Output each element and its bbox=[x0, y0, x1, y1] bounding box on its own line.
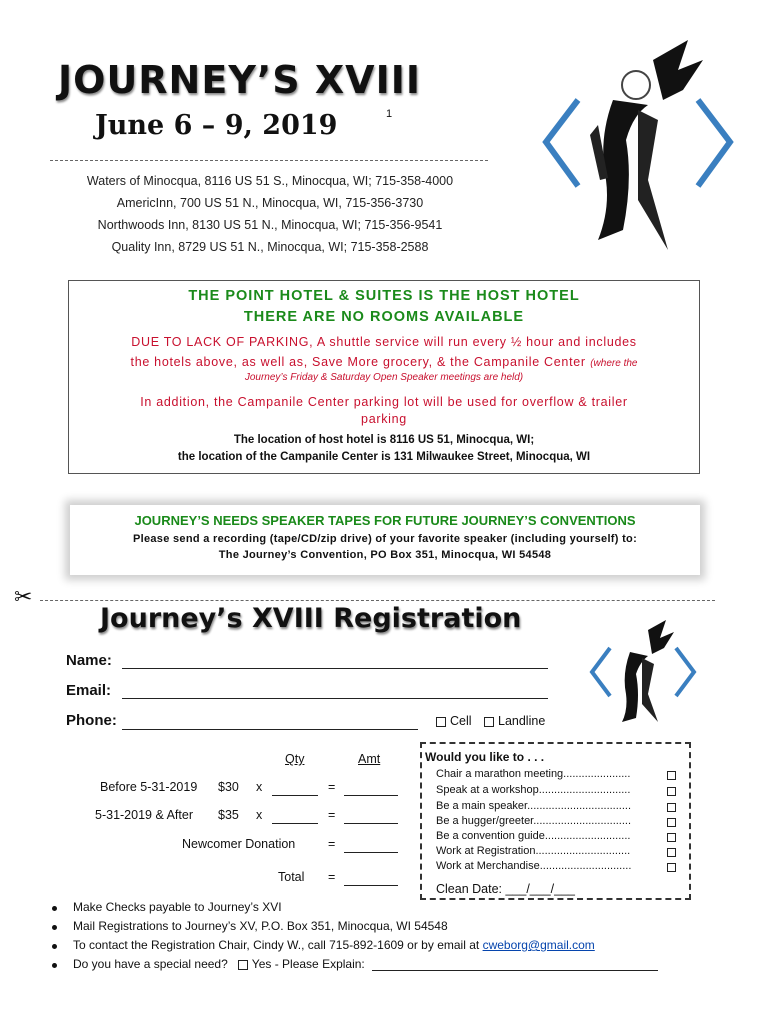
equals-sign: = bbox=[328, 870, 336, 884]
option-checkbox[interactable] bbox=[667, 833, 676, 842]
price-value: $35 bbox=[218, 808, 239, 822]
divider bbox=[50, 160, 488, 161]
volunteer-box bbox=[420, 742, 691, 900]
event-date: June 6 – 9, 2019 bbox=[95, 110, 338, 141]
hotel-line: Northwoods Inn, 8130 US 51 N., Minocqua, WI; 715-356-9541 bbox=[97, 218, 443, 232]
overflow-text: parking bbox=[361, 412, 407, 426]
equals-sign: = bbox=[328, 780, 336, 794]
volunteer-option[interactable] bbox=[436, 860, 686, 872]
registration-title: Journey’s XVIII Registration bbox=[100, 603, 522, 634]
special-need-checkbox[interactable] bbox=[238, 960, 248, 970]
option-label: Be a hugger/greeter................................ bbox=[436, 815, 632, 827]
no-rooms-heading: THERE ARE NO ROOMS AVAILABLE bbox=[243, 309, 525, 325]
special-need-field[interactable] bbox=[372, 970, 658, 971]
name-label: Name: bbox=[66, 652, 112, 669]
option-label: Be a convention guide............................ bbox=[436, 830, 631, 842]
bullet-text bbox=[73, 938, 595, 952]
total-field[interactable] bbox=[344, 885, 398, 886]
donation-field[interactable] bbox=[344, 852, 398, 853]
phone-field[interactable] bbox=[122, 729, 418, 730]
option-label: Chair a marathon meeting...................... bbox=[436, 768, 631, 780]
qty-field[interactable] bbox=[272, 823, 318, 824]
bullet-icon bbox=[52, 944, 57, 949]
cell-label: Cell bbox=[450, 714, 472, 728]
price-row-label: 5-31-2019 & After bbox=[95, 808, 193, 822]
landline-label: Landline bbox=[498, 714, 546, 728]
option-checkbox[interactable] bbox=[667, 787, 676, 796]
tapes-address: The Journey’s Convention, PO Box 351, Minocqua, WI 54548 bbox=[218, 549, 552, 561]
option-checkbox[interactable] bbox=[667, 771, 676, 780]
bullet-icon bbox=[52, 925, 57, 930]
option-label: Work at Merchandise.............................. bbox=[436, 860, 632, 872]
clean-date-field[interactable]: Clean Date: ___/___/___ bbox=[436, 882, 575, 896]
volunteer-option[interactable] bbox=[436, 815, 686, 827]
journeys-logo bbox=[588, 618, 698, 726]
special-need-text: Do you have a special need? bbox=[73, 957, 228, 971]
phone-label: Phone: bbox=[66, 712, 117, 729]
hotel-line: AmericInn, 700 US 51 N., Minocqua, WI, 715-356-3730 bbox=[116, 196, 424, 210]
name-field[interactable] bbox=[122, 668, 548, 669]
host-hotel-heading: THE POINT HOTEL & SUITES IS THE HOST HOTEL bbox=[188, 288, 580, 304]
shuttle-text-line2 bbox=[69, 353, 699, 371]
volunteer-option[interactable] bbox=[436, 784, 686, 796]
email-field[interactable] bbox=[122, 698, 548, 699]
overflow-text: In addition, the Campanile Center parking lot will be used for overflow & trailer bbox=[140, 395, 628, 409]
special-need-option: Yes - Please Explain: bbox=[251, 957, 365, 971]
landline-option[interactable] bbox=[484, 714, 545, 728]
bullet-icon bbox=[52, 906, 57, 911]
email-link[interactable]: cweborg@gmail.com bbox=[482, 938, 595, 952]
amt-header: Amt bbox=[358, 752, 381, 766]
bullet-text: Make Checks payable to Journey’s XVI bbox=[73, 900, 282, 914]
landline-checkbox[interactable] bbox=[484, 717, 494, 727]
equals-sign: = bbox=[328, 808, 336, 822]
option-checkbox[interactable] bbox=[667, 818, 676, 827]
option-checkbox[interactable] bbox=[667, 863, 676, 872]
speaker-tapes-box bbox=[70, 505, 700, 575]
donation-label: Newcomer Donation bbox=[182, 837, 296, 851]
option-checkbox[interactable] bbox=[667, 803, 676, 812]
shuttle-text: the hotels above, as well as, Save More grocery, & the Campanile Center bbox=[130, 355, 586, 369]
cell-option[interactable] bbox=[436, 714, 472, 728]
shuttle-text: DUE TO LACK OF PARKING, A shuttle service will run every ½ hour and includes bbox=[131, 335, 637, 349]
volunteer-heading: Would you like to . . . bbox=[425, 750, 545, 764]
qty-header: Qty bbox=[285, 752, 305, 766]
equals-sign: = bbox=[328, 837, 336, 851]
volunteer-option[interactable] bbox=[436, 800, 686, 812]
amt-field[interactable] bbox=[344, 795, 398, 796]
total-label: Total bbox=[278, 870, 305, 884]
shuttle-note: Journey’s Friday & Saturday Open Speaker meetings are held) bbox=[244, 372, 524, 383]
cut-line bbox=[40, 600, 715, 601]
tapes-text: Please send a recording (tape/CD/zip drive) of your favorite speaker (including yourself) to: bbox=[132, 533, 638, 545]
hotel-line: Quality Inn, 8729 US 51 N., Minocqua, WI; 715-358-2588 bbox=[111, 240, 429, 254]
hotel-line: Waters of Minocqua, 8116 US 51 S., Minocqua, WI; 715-358-4000 bbox=[86, 174, 454, 188]
volunteer-option[interactable] bbox=[436, 845, 686, 857]
journeys-logo bbox=[538, 30, 738, 270]
price-row-label: Before 5-31-2019 bbox=[100, 780, 198, 794]
page-number: 1 bbox=[386, 108, 393, 120]
host-location: The location of host hotel is 8116 US 51, Minocqua, WI; bbox=[233, 434, 535, 446]
event-title: JOURNEY’S XVIII bbox=[58, 58, 421, 102]
option-checkbox[interactable] bbox=[667, 848, 676, 857]
amt-field[interactable] bbox=[344, 823, 398, 824]
bullet-text bbox=[73, 957, 365, 971]
price-value: $30 bbox=[218, 780, 239, 794]
campanile-location: the location of the Campanile Center is 131 Milwaukee Street, Minocqua, WI bbox=[177, 451, 591, 463]
cell-checkbox[interactable] bbox=[436, 717, 446, 727]
parking-notice-box bbox=[68, 280, 700, 474]
email-label: Email: bbox=[66, 682, 112, 699]
volunteer-option[interactable] bbox=[436, 768, 686, 780]
option-label: Speak at a workshop.............................. bbox=[436, 784, 631, 796]
times-sign: x bbox=[256, 808, 263, 822]
option-label: Be a main speaker.................................. bbox=[436, 800, 632, 812]
scissors-icon: ✂ bbox=[14, 584, 33, 609]
contact-text: To contact the Registration Chair, Cindy W., call 715-892-1609 or by email at bbox=[73, 938, 480, 952]
option-label: Work at Registration............................... bbox=[436, 845, 631, 857]
bullet-icon bbox=[52, 963, 57, 968]
volunteer-option[interactable] bbox=[436, 830, 686, 842]
tapes-heading: JOURNEY’S NEEDS SPEAKER TAPES FOR FUTURE JOURNEY’S CONVENTIONS bbox=[134, 513, 636, 528]
times-sign: x bbox=[256, 780, 263, 794]
qty-field[interactable] bbox=[272, 795, 318, 796]
shuttle-note: (where the bbox=[590, 358, 638, 369]
bullet-text: Mail Registrations to Journey’s XV, P.O. Box 351, Minocqua, WI 54548 bbox=[73, 919, 448, 933]
